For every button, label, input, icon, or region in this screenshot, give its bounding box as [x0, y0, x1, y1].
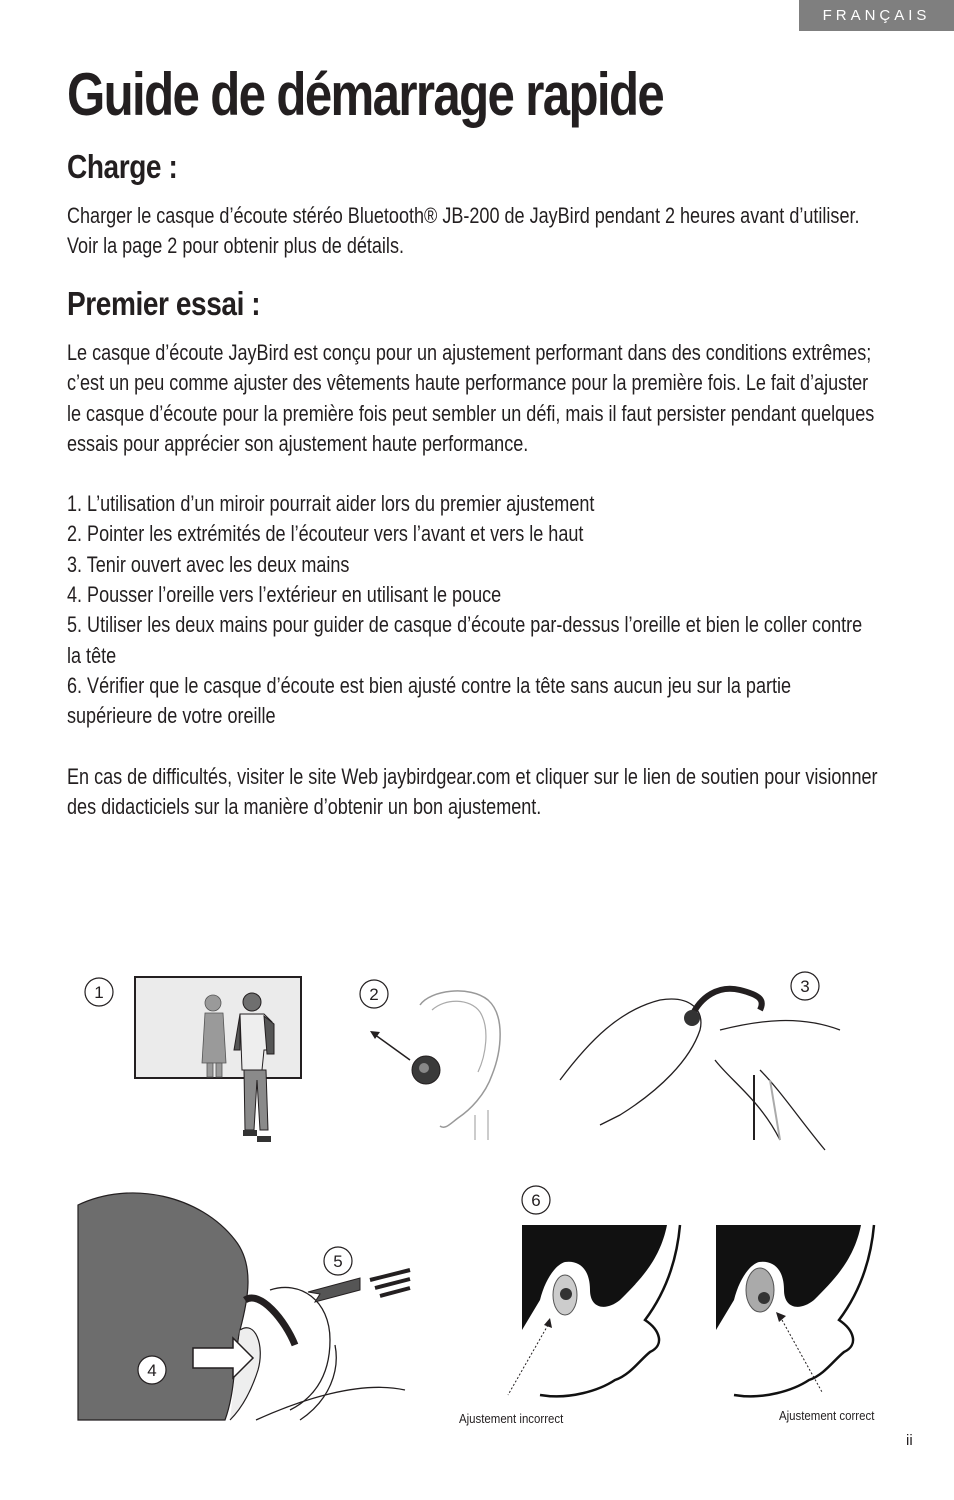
- page-title: Guide de démarrage rapide: [67, 61, 664, 128]
- premier-essai-heading: Premier essai :: [67, 285, 261, 322]
- caption-incorrect-fit: Ajustement incorrect: [459, 1411, 564, 1426]
- figure-2-earbud-direction: [360, 980, 500, 1140]
- page-number: ii: [906, 1432, 913, 1449]
- correct-fit-illustration: [716, 1225, 874, 1396]
- figure-2-label: 2: [369, 985, 379, 1004]
- figure-6-label: 6: [531, 1191, 541, 1210]
- figure-3-hands-holding: [560, 972, 840, 1150]
- step-3: 3. Tenir ouvert avec les deux mains: [67, 551, 350, 577]
- caption-correct-fit: Ajustement correct: [779, 1408, 875, 1423]
- step-1: 1. L’utilisation d’un miroir pourrait aider lors du premier ajustement: [67, 491, 595, 517]
- figure-1-label: 1: [94, 983, 104, 1002]
- incorrect-fit-illustration: [508, 1225, 680, 1396]
- language-tab: FRANÇAIS: [799, 0, 954, 31]
- figure-5-label: 5: [333, 1252, 343, 1271]
- figure-3-label: 3: [800, 977, 810, 996]
- step-2: 2. Pointer les extrémités de l’écouteur vers l’avant et vers le haut: [67, 521, 584, 547]
- help-text: En cas de difficultés, visiter le site Web jaybirdgear.com et cliquer sur le lien de soutien pour visionner des didacticiels sur la manière d’obtenir un bon ajustement.: [67, 763, 878, 819]
- step-4: 4. Pousser l’oreille vers l’extérieur en utilisant le pouce: [67, 582, 502, 608]
- step-6: 6. Vérifier que le casque d’écoute est bien ajusté contre la tête sans aucun jeu sur la partie supérieure de votre oreille: [67, 672, 792, 729]
- charge-heading: Charge :: [67, 148, 178, 185]
- figure-1-mirror: [85, 977, 301, 1142]
- step-5: 5. Utiliser les deux mains pour guider de casque d’écoute par-dessus l’oreille et bien le coller contre la tête: [67, 612, 863, 668]
- figure-4-label: 4: [147, 1361, 157, 1380]
- figure-6-fit-comparison: [508, 1186, 874, 1396]
- intro-text: Le casque d’écoute JayBird est conçu pour un ajustement performant dans des conditions extrêmes; c’est un peu comme ajuster des vêtements haute performance pour la première fois. Le fait d’ajuster le casque d’écoute pour la première fois peut sembler un défi, mais il faut persister pendant quelques essais pour apprécier son ajustement haute performance.: [67, 340, 875, 456]
- figure-4-5-ear-insert: [78, 1193, 410, 1420]
- charge-text: Charger le casque d’écoute stéréo Bluetooth® JB-200 de JayBird pendant 2 heures avant d’utiliser. Voir la page 2 pour obtenir plus de détails.: [67, 203, 860, 259]
